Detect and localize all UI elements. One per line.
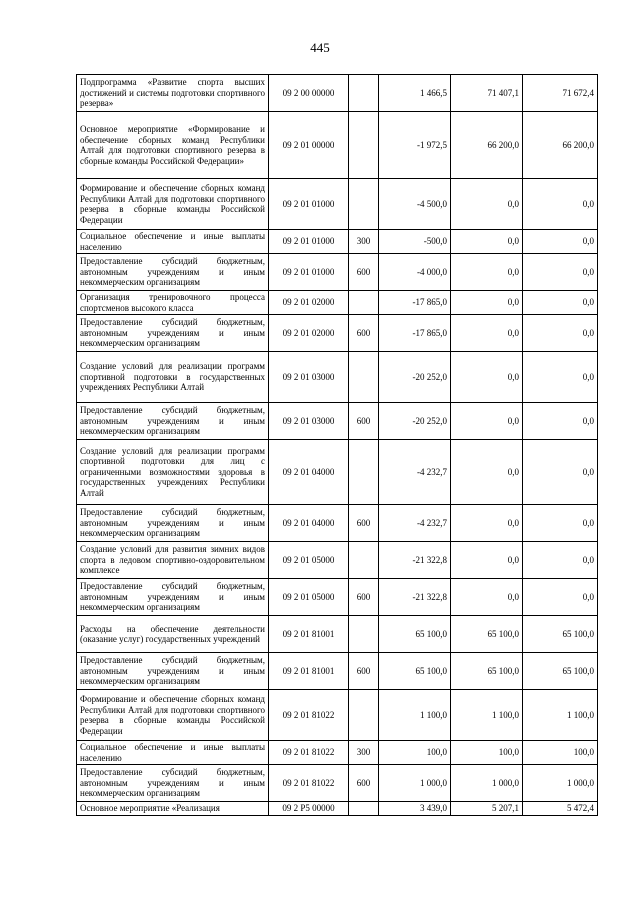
target-code-cell: 09 2 01 05000	[269, 542, 349, 579]
target-code-cell: 09 2 00 00000	[269, 75, 349, 112]
item-name-cell: Социальное обеспечение и иные выплаты населению	[77, 741, 269, 765]
amount-year3-cell: 0,0	[523, 254, 598, 291]
expense-type-cell	[349, 440, 379, 505]
item-name-cell: Создание условий для реализации программ спортивной подготовки в государственных учреждениях Республики Алтай	[77, 352, 269, 403]
amount-year2-cell: 0,0	[451, 291, 523, 315]
target-code-cell: 09 2 01 03000	[269, 403, 349, 440]
table-row	[77, 653, 598, 690]
item-name-cell: Формирование и обеспечение сборных команд Республики Алтай для подготовки спортивного резерва в сборные команды Российской Федерации	[77, 179, 269, 230]
amount-year2-cell: 65 100,0	[451, 653, 523, 690]
table-row	[77, 403, 598, 440]
amount-year3-cell: 1 000,0	[523, 765, 598, 802]
budget-table-body	[77, 75, 598, 816]
amount-year1-cell: -17 865,0	[379, 291, 451, 315]
expense-type-cell	[349, 179, 379, 230]
amount-year3-cell: 0,0	[523, 505, 598, 542]
target-code-cell: 09 2 01 00000	[269, 112, 349, 179]
expense-type-cell	[349, 352, 379, 403]
amount-year1-cell: 1 000,0	[379, 765, 451, 802]
item-name-cell: Организация тренировочного процесса спортсменов высокого класса	[77, 291, 269, 315]
table-row	[77, 765, 598, 802]
item-name-cell: Предоставление субсидий бюджетным, автономным учреждениям и иным некоммерческим организациям	[77, 315, 269, 352]
item-name-cell: Предоставление субсидий бюджетным, автономным учреждениям и иным некоммерческим организациям	[77, 403, 269, 440]
target-code-cell: 09 2 01 02000	[269, 315, 349, 352]
item-name-cell: Создание условий для развития зимних видов спорта в ледовом спортивно-оздоровительном комплексе	[77, 542, 269, 579]
target-code-cell: 09 2 01 81001	[269, 653, 349, 690]
item-name-cell: Социальное обеспечение и иные выплаты населению	[77, 230, 269, 254]
table-row	[77, 505, 598, 542]
table-row	[77, 352, 598, 403]
target-code-cell: 09 2 01 81022	[269, 690, 349, 741]
target-code-cell: 09 2 01 81022	[269, 741, 349, 765]
amount-year1-cell: 1 466,5	[379, 75, 451, 112]
expense-type-cell: 600	[349, 315, 379, 352]
amount-year2-cell: 0,0	[451, 579, 523, 616]
table-row	[77, 230, 598, 254]
table-row	[77, 802, 598, 816]
amount-year3-cell: 5 472,4	[523, 802, 598, 816]
amount-year3-cell: 1 100,0	[523, 690, 598, 741]
target-code-cell: 09 2 01 03000	[269, 352, 349, 403]
expense-type-cell: 600	[349, 765, 379, 802]
amount-year3-cell: 0,0	[523, 315, 598, 352]
expense-type-cell: 600	[349, 254, 379, 291]
amount-year2-cell: 5 207,1	[451, 802, 523, 816]
target-code-cell: 09 2 01 04000	[269, 440, 349, 505]
amount-year2-cell: 0,0	[451, 179, 523, 230]
target-code-cell: 09 2 01 81022	[269, 765, 349, 802]
item-name-cell: Предоставление субсидий бюджетным, автономным учреждениям и иным некоммерческим организациям	[77, 765, 269, 802]
amount-year1-cell: -17 865,0	[379, 315, 451, 352]
item-name-cell: Формирование и обеспечение сборных команд Республики Алтай для подготовки спортивного резерва в сборные команды Российской Федерации	[77, 690, 269, 741]
amount-year3-cell: 0,0	[523, 579, 598, 616]
amount-year3-cell: 0,0	[523, 230, 598, 254]
amount-year2-cell: 0,0	[451, 403, 523, 440]
amount-year1-cell: -20 252,0	[379, 403, 451, 440]
amount-year2-cell: 0,0	[451, 315, 523, 352]
amount-year3-cell: 66 200,0	[523, 112, 598, 179]
table-row	[77, 542, 598, 579]
expense-type-cell	[349, 542, 379, 579]
amount-year1-cell: -1 972,5	[379, 112, 451, 179]
table-row	[77, 112, 598, 179]
amount-year3-cell: 100,0	[523, 741, 598, 765]
amount-year3-cell: 0,0	[523, 352, 598, 403]
amount-year2-cell: 0,0	[451, 505, 523, 542]
item-name-cell: Создание условий для реализации программ спортивной подготовки для лиц с ограниченными возможностями здоровья в государственных учреждениях Республики Алтай	[77, 440, 269, 505]
item-name-cell: Основное мероприятие «Реализация	[77, 802, 269, 816]
amount-year1-cell: -4 232,7	[379, 440, 451, 505]
table-row	[77, 254, 598, 291]
amount-year3-cell: 0,0	[523, 542, 598, 579]
target-code-cell: 09 2 01 81001	[269, 616, 349, 653]
table-row	[77, 741, 598, 765]
amount-year1-cell: -21 322,8	[379, 579, 451, 616]
budget-table	[76, 74, 598, 816]
amount-year2-cell: 1 000,0	[451, 765, 523, 802]
target-code-cell: 09 2 01 01000	[269, 179, 349, 230]
table-row	[77, 179, 598, 230]
amount-year1-cell: 3 439,0	[379, 802, 451, 816]
expense-type-cell: 600	[349, 505, 379, 542]
target-code-cell: 09 2 01 05000	[269, 579, 349, 616]
expense-type-cell	[349, 112, 379, 179]
item-name-cell: Основное мероприятие «Формирование и обеспечение сборных команд Республики Алтай для подготовки спортивного резерва в сборные команды Российской Федерации»	[77, 112, 269, 179]
amount-year2-cell: 0,0	[451, 230, 523, 254]
amount-year2-cell: 0,0	[451, 254, 523, 291]
target-code-cell: 09 2 01 01000	[269, 230, 349, 254]
amount-year2-cell: 1 100,0	[451, 690, 523, 741]
amount-year2-cell: 100,0	[451, 741, 523, 765]
amount-year1-cell: 65 100,0	[379, 616, 451, 653]
amount-year3-cell: 0,0	[523, 403, 598, 440]
amount-year3-cell: 0,0	[523, 291, 598, 315]
amount-year2-cell: 0,0	[451, 440, 523, 505]
amount-year3-cell: 0,0	[523, 440, 598, 505]
amount-year2-cell: 65 100,0	[451, 616, 523, 653]
amount-year1-cell: -4 000,0	[379, 254, 451, 291]
amount-year2-cell: 0,0	[451, 352, 523, 403]
item-name-cell: Предоставление субсидий бюджетным, автономным учреждениям и иным некоммерческим организациям	[77, 254, 269, 291]
table-row	[77, 616, 598, 653]
table-row	[77, 315, 598, 352]
amount-year2-cell: 66 200,0	[451, 112, 523, 179]
amount-year3-cell: 71 672,4	[523, 75, 598, 112]
expense-type-cell	[349, 75, 379, 112]
amount-year2-cell: 0,0	[451, 542, 523, 579]
table-row	[77, 440, 598, 505]
expense-type-cell	[349, 616, 379, 653]
page-number: 445	[310, 40, 330, 55]
amount-year2-cell: 71 407,1	[451, 75, 523, 112]
target-code-cell: 09 2 P5 00000	[269, 802, 349, 816]
expense-type-cell: 600	[349, 579, 379, 616]
amount-year1-cell: 65 100,0	[379, 653, 451, 690]
expense-type-cell	[349, 802, 379, 816]
table-row	[77, 690, 598, 741]
item-name-cell: Предоставление субсидий бюджетным, автономным учреждениям и иным некоммерческим организациям	[77, 653, 269, 690]
expense-type-cell: 600	[349, 653, 379, 690]
target-code-cell: 09 2 01 04000	[269, 505, 349, 542]
target-code-cell: 09 2 01 01000	[269, 254, 349, 291]
table-row	[77, 291, 598, 315]
amount-year1-cell: -4 232,7	[379, 505, 451, 542]
expense-type-cell: 300	[349, 230, 379, 254]
amount-year1-cell: -500,0	[379, 230, 451, 254]
amount-year3-cell: 65 100,0	[523, 653, 598, 690]
target-code-cell: 09 2 01 02000	[269, 291, 349, 315]
expense-type-cell: 600	[349, 403, 379, 440]
item-name-cell: Предоставление субсидий бюджетным, автономным учреждениям и иным некоммерческим организациям	[77, 579, 269, 616]
item-name-cell: Расходы на обеспечение деятельности (оказание услуг) государственных учреждений	[77, 616, 269, 653]
expense-type-cell: 300	[349, 741, 379, 765]
expense-type-cell	[349, 690, 379, 741]
table-row	[77, 75, 598, 112]
amount-year3-cell: 65 100,0	[523, 616, 598, 653]
amount-year3-cell: 0,0	[523, 179, 598, 230]
amount-year1-cell: -21 322,8	[379, 542, 451, 579]
item-name-cell: Предоставление субсидий бюджетным, автономным учреждениям и иным некоммерческим организациям	[77, 505, 269, 542]
expense-type-cell	[349, 291, 379, 315]
amount-year1-cell: 1 100,0	[379, 690, 451, 741]
amount-year1-cell: -4 500,0	[379, 179, 451, 230]
item-name-cell: Подпрограмма «Развитие спорта высших достижений и системы подготовки спортивного резерва»	[77, 75, 269, 112]
amount-year1-cell: -20 252,0	[379, 352, 451, 403]
amount-year1-cell: 100,0	[379, 741, 451, 765]
table-row	[77, 579, 598, 616]
